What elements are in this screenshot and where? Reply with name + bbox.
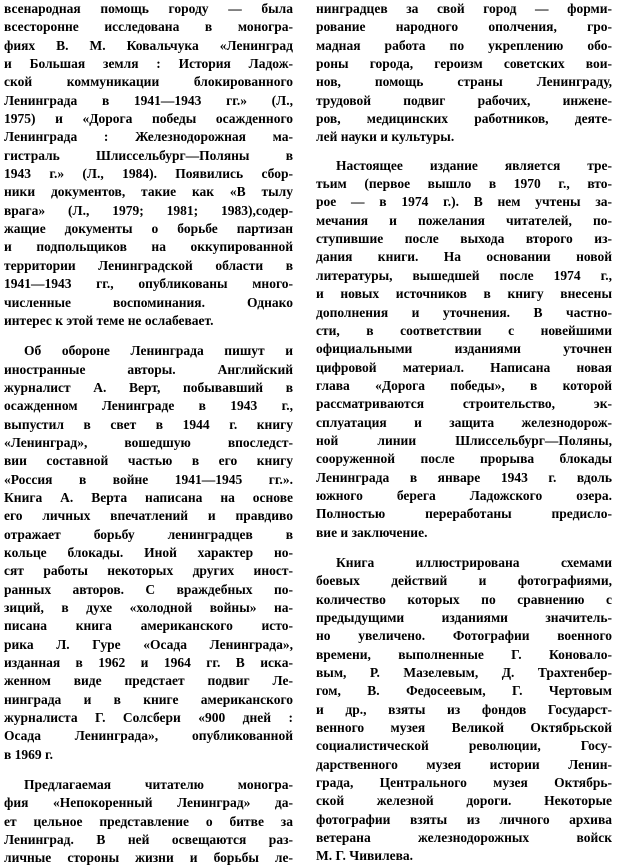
text-line: изданная в 1962 и 1964 гг. В искa- <box>4 655 293 671</box>
text-line: мадная работа по укреплению обо- <box>316 37 612 53</box>
text-line: ров, медицинских работников, деяте- <box>316 111 612 127</box>
text-line: дания книги. На основании новой <box>316 249 612 265</box>
text-line: Настоящее издание является тре- <box>336 157 612 173</box>
text-line: сплуатация и защита железнодорож- <box>316 414 612 430</box>
text-line: роны города, героизм советских вои- <box>316 56 612 72</box>
text-line: ступившие после выхода второго из- <box>316 231 612 247</box>
paragraph-topics <box>316 0 612 147</box>
text-line: писана книга американского исто- <box>4 618 293 634</box>
text-line: южного берега Ладожского озера. <box>316 487 612 503</box>
text-line: осажденном Ленинграде в 1943 г., <box>4 398 293 414</box>
text-line: нинграда и в книге американского <box>4 691 293 707</box>
text-line: ранных авторов. С враждебных по- <box>4 581 293 597</box>
text-line: ветерана железнодорожных войск <box>316 830 612 846</box>
text-line: в 1969 г. <box>4 746 54 762</box>
paragraph-monograph-intro <box>4 776 293 868</box>
text-line: дарственного музея истории Ленин- <box>316 756 612 772</box>
text-line: нов, помощь страны Ленинграду, <box>316 74 612 90</box>
text-line: численные воспоминания. Однако <box>4 294 293 310</box>
text-line: 1975) и «Дорога победы осажденного <box>4 111 293 127</box>
text-line: глава «Дорога победы», в которой <box>316 377 612 393</box>
text-line: но увеличено. Фотографии военного <box>316 628 612 644</box>
text-line: выпустил в свет в 1944 г. книгу <box>4 416 293 432</box>
text-line: вым, Р. Мазелевым, Д. Трахтенбер- <box>316 665 612 681</box>
text-line: боевых действий и фотографиями, <box>316 573 612 589</box>
text-line: ской железной дороги. Некоторые <box>316 793 612 809</box>
text-line: ской коммуникации блокированного <box>4 74 293 90</box>
text-line: журналиста Г. Солсбери «900 дней : <box>4 710 293 726</box>
text-line: гом, В. Федосеевым, Г. Чертовым <box>316 683 612 699</box>
text-line: фиях В. М. Ковальчука «Ленинград <box>4 37 293 53</box>
text-line: его личных впечатлений и правдиво <box>4 508 293 524</box>
text-line: рое — в 1974 г.). В нем учтены за- <box>316 194 612 210</box>
text-line: гистраль Шлиссельбург—Поляны в <box>4 147 293 163</box>
text-line: цифровой материал. Написана новая <box>316 359 612 375</box>
text-line: Об обороне Ленинграда пишут и <box>24 343 293 359</box>
text-line: сти, в соответствии с новейшими <box>316 322 612 338</box>
text-line: 1943 г.» (Л., 1984). Появились сбор- <box>4 166 293 182</box>
text-line: и Большая земля : История Ладож- <box>4 56 293 72</box>
text-line: всесторонне исследована в моногра- <box>4 19 293 35</box>
text-line: «Ленинград», вошедшую впоследст- <box>4 434 293 450</box>
text-line: рование народного ополчения, гро- <box>316 19 612 35</box>
text-line: Ленинграда в январе 1943 г. вдоль <box>316 469 612 485</box>
text-line: территории Ленинградской области в <box>4 257 293 273</box>
text-line: Полностью переработаны предисло- <box>316 506 612 522</box>
text-line: Книга А. Верта написана на основе <box>4 489 293 505</box>
text-line: ной линии Шлиссельбург—Поляны, <box>316 432 612 448</box>
text-line: Ленинграда : Железнодорожная ма- <box>4 129 293 145</box>
text-line: женном виде предстает подвиг Ле- <box>4 673 293 689</box>
text-line: социалистической революции, Госу- <box>316 738 612 754</box>
text-line: рика Л. Гуре «Осада Ленинграда», <box>4 636 293 652</box>
text-line: сят работы некоторых других иност- <box>4 563 293 579</box>
text-line: трудовой подвиг рабочих, инжене- <box>316 92 612 108</box>
text-line: тьим (первое вышло в 1970 г., вто- <box>316 176 612 192</box>
text-line: личные стороны жизни и борьбы ле- <box>4 850 293 866</box>
text-line: дополнения и уточнения. В частно- <box>316 304 612 320</box>
text-line: интерес к этой теме не ослабевает. <box>4 312 214 328</box>
text-line: и подпольщиков на оккупированной <box>4 239 293 255</box>
paragraph-foreign-authors <box>4 342 293 764</box>
text-line: 1941—1943 гг., опубликованы много- <box>4 276 293 292</box>
text-line: М. Г. Чивилева. <box>316 848 414 864</box>
text-line: и новых источников в книгу внесены <box>316 286 612 302</box>
text-line: кольце блокады. Иной характер но- <box>4 544 293 560</box>
text-line: предыдущими изданиями значитель- <box>316 610 612 625</box>
text-line: вие и заключение. <box>316 524 428 540</box>
text-line: времени, выполненные Г. Коновало- <box>316 646 612 662</box>
text-line: и др., взяты из фондов Государст- <box>316 701 612 717</box>
text-line: зиций, в духе «холодной войны» на- <box>4 600 293 615</box>
text-line: ники документов, такие как «В тылу <box>4 184 293 200</box>
text-line: врага» (Л., 1979; 1981; 1983),содер- <box>4 202 293 218</box>
text-line: литературы, вышедшей после 1974 г., <box>316 267 612 283</box>
text-line: лей науки и культуры. <box>316 129 455 145</box>
text-line: журналист А. Верт, побывавший в <box>4 379 293 395</box>
text-line: мечания и пожелания читателей, по- <box>316 212 612 228</box>
text-line: фия «Непокоренный Ленинград» да- <box>4 795 293 811</box>
left-column <box>4 0 293 868</box>
text-line: количество которых по сравнению с <box>316 591 612 607</box>
text-line: отражает борьбу ленинградцев в <box>4 526 293 542</box>
text-line: ет цельное представление о битве за <box>4 813 293 829</box>
text-line: нинградцев за свой город — форми- <box>316 1 612 16</box>
paragraph-illustrations <box>316 554 612 866</box>
paragraph-edition-info <box>316 157 612 542</box>
text-line: венного музея Великой Октябрьской <box>316 720 612 736</box>
text-line: Ленинград. В ней освещаются раз- <box>4 832 293 848</box>
text-line: иностранные авторы. Английский <box>4 361 293 377</box>
text-line: «Россия в войне 1941—1945 гг.». <box>4 471 293 487</box>
paragraph-historiography <box>4 0 293 330</box>
text-line: Книга иллюстрирована схемами <box>336 554 612 570</box>
text-line: официальными изданиями уточнен <box>316 341 612 357</box>
text-line: Предлагаемая читателю моногра- <box>24 777 293 793</box>
text-line: всенародная помощь городу — была <box>4 1 293 16</box>
text-line: вии составной частью в его книгу <box>4 453 293 469</box>
text-line: рассматриваются строительство, эк- <box>316 396 612 412</box>
right-column <box>316 0 612 866</box>
text-line: фотографии взяты из личного архива <box>316 811 612 827</box>
text-line: града, Центрального музея Октябрь- <box>316 775 612 791</box>
text-line: Осада Ленинграда», опубликованной <box>4 728 293 744</box>
text-line: Ленинграда в 1941—1943 гг.» (Л., <box>4 92 293 108</box>
text-line: сооруженной после прорыва блокады <box>316 451 612 467</box>
text-line: жащие документы о борьбе партизан <box>4 221 293 237</box>
